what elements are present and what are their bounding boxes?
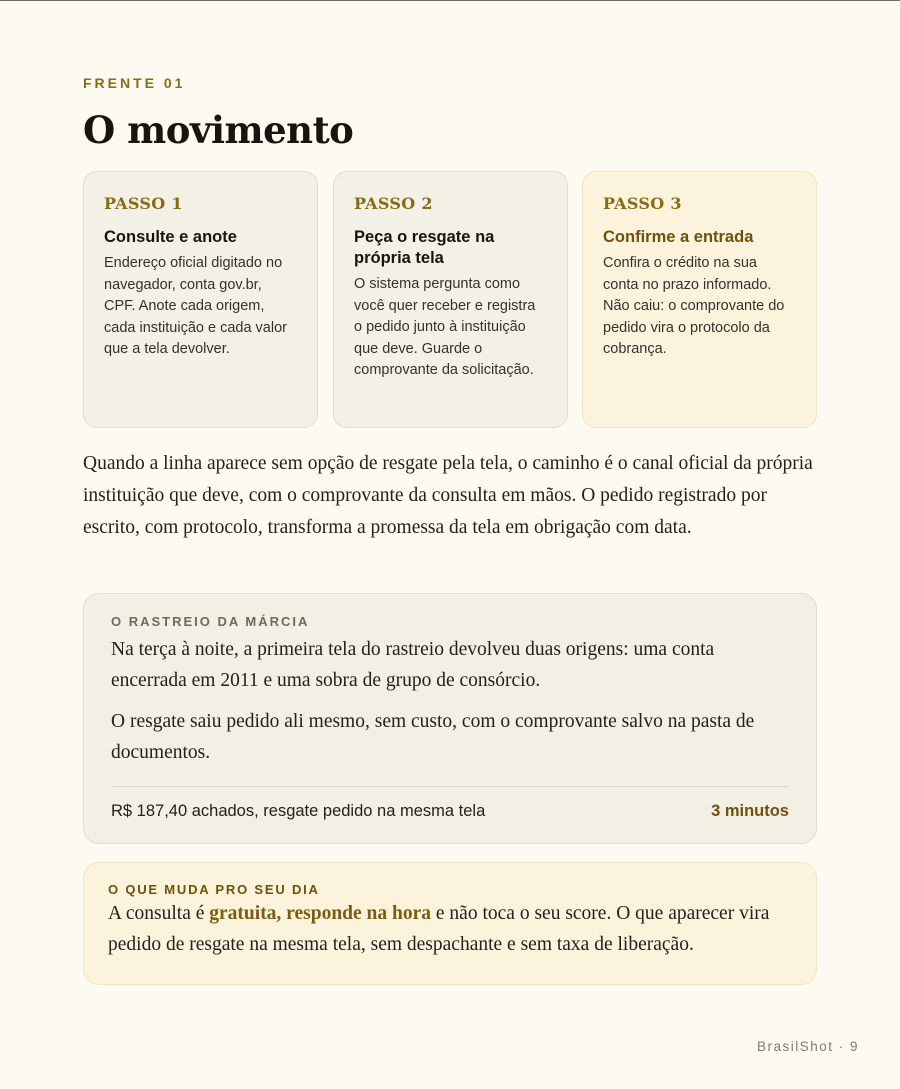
change-text-before: A consulta é <box>108 903 210 924</box>
change-label: O QUE MUDA PRO SEU DIA <box>108 882 320 897</box>
page-title: O movimento <box>83 108 354 152</box>
step-card-3 <box>582 171 817 428</box>
story-time: 3 minutos <box>711 802 789 820</box>
page-footer: BrasilShot · 9 <box>756 1039 859 1054</box>
story-paragraph-2: O resgate saiu pedido ali mesmo, sem custo, com o comprovante salvo na pasta de documentos. <box>111 711 755 763</box>
story-paragraph-1: Na terça à noite, a primeira tela do rastreio devolveu duas origens: uma conta encerrada em 2011 e uma sobra de grupo de consórcio. <box>111 639 715 691</box>
change-box <box>83 862 817 985</box>
step-label: PASSO 3 <box>603 194 682 213</box>
change-highlight: gratuita, responde na hora <box>209 903 432 924</box>
step-text: O sistema pergunta como você quer receber e registra o pedido junto à instituição que deve. Guarde o comprovante da solicitação. <box>354 276 536 378</box>
step-title: Consulte e anote <box>104 228 237 246</box>
section-kicker: FRENTE 01 <box>83 75 186 91</box>
body-paragraph: Quando a linha aparece sem opção de resgate pela tela, o caminho é o canal oficial da própria instituição que deve, com o comprovante da consulta em mãos. O pedido registrado por escrito, com protocolo, transforma a promessa da tela em obrigação com data. <box>83 453 813 538</box>
change-text-after: e não toca o seu score. O que aparecer vira pedido de resgate na mesma tela, sem despachante e sem taxa de liberação. <box>108 903 770 955</box>
step-card-2 <box>333 171 568 428</box>
change-text <box>108 898 792 960</box>
step-card-1 <box>83 171 318 428</box>
step-text: Endereço oficial digitado no navegador, conta gov.br, CPF. Anote cada origem, cada instituição e cada valor que a tela devolver. <box>104 255 287 357</box>
story-label: O RASTREIO DA MÁRCIA <box>111 614 310 629</box>
step-title: Confirme a entrada <box>603 228 754 246</box>
step-label: PASSO 1 <box>104 194 183 213</box>
step-title: Peça o resgate na própria tela <box>354 228 495 267</box>
story-box <box>83 593 817 844</box>
steps-grid <box>83 171 817 428</box>
story-result: R$ 187,40 achados, resgate pedido na mesma tela <box>111 802 486 820</box>
story-footer <box>111 786 789 821</box>
step-label: PASSO 2 <box>354 194 433 213</box>
step-text: Confira o crédito na sua conta no prazo informado. Não caiu: o comprovante do pedido vira o protocolo da cobrança. <box>603 255 785 357</box>
